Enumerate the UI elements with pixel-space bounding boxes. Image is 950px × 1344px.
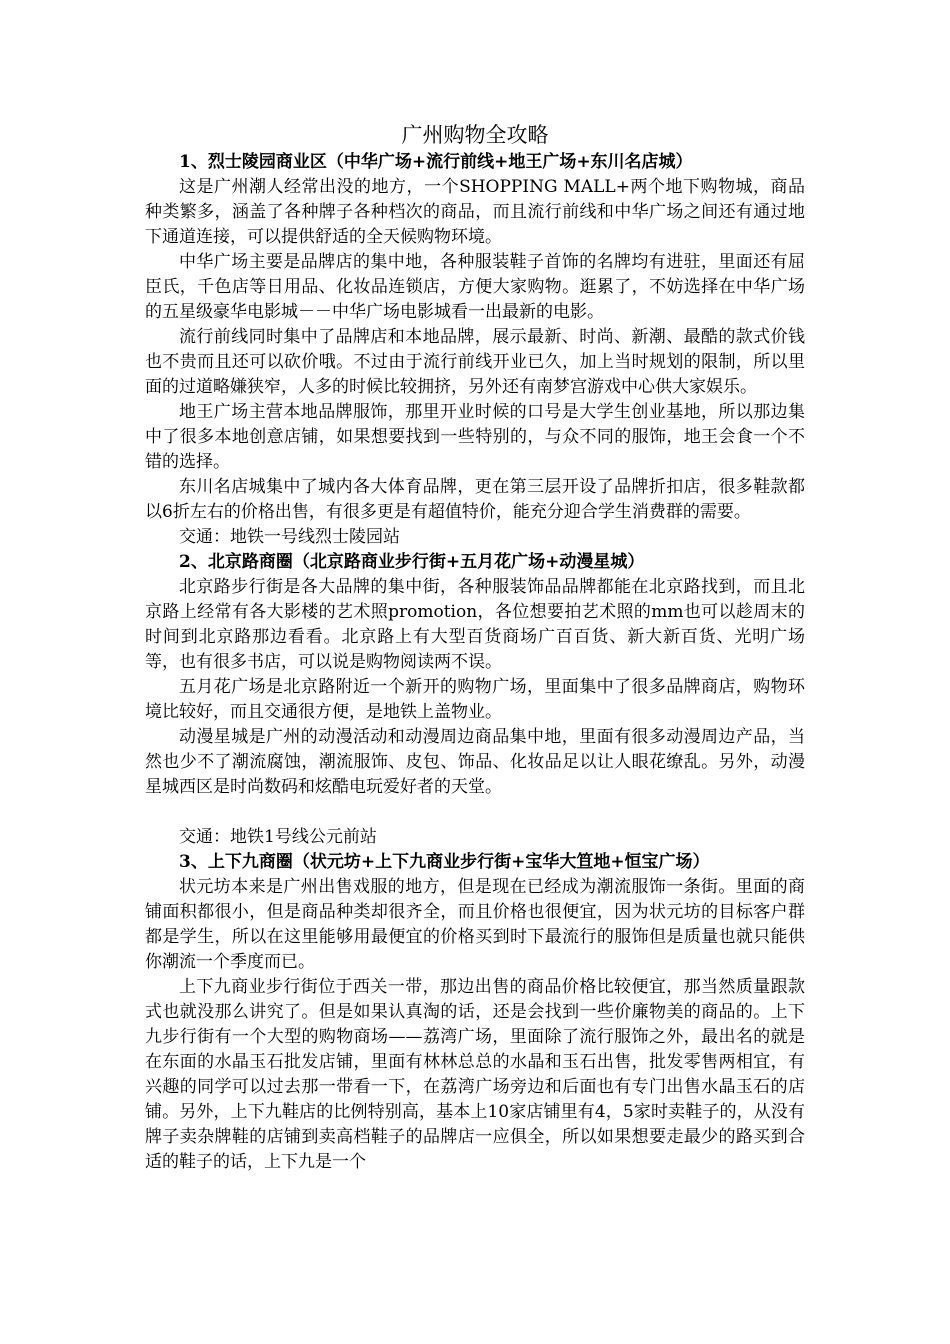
- section-heading-3: 3、上下九商圈（状元坊+上下九商业步行街+宝华大笪地+恒宝广场）: [179, 852, 710, 872]
- transit-info: 交通：地铁1号线公元前站: [179, 827, 377, 847]
- paragraph: 地王广场主营本地品牌服饰，那里开业时候的口号是大学生创业基地，所以那边集中了很多本地创意店铺，如果想要找到一些特别的，与众不同的服饰，地王会食一个不错的选择。: [145, 402, 805, 472]
- paragraph: 这是广州潮人经常出没的地方，一个SHOPPING MALL+两个地下购物城，商品种类繁多，涵盖了各种牌子各种档次的商品，而且流行前线和中华广场之间还有通过地下通道连接，可以提供舒适的全天候购物环境。: [145, 177, 805, 247]
- transit-info: 交通：地铁一号线烈士陵园站: [179, 527, 400, 547]
- paragraph: 中华广场主要是品牌店的集中地，各种服装鞋子首饰的名牌均有进驻，里面还有屈臣氏，千色店等日用品、化妆品连锁店，方便大家购物。逛累了，不妨选择在中华广场的五星级豪华电影城－－中华广场电影城看一出最新的电影。: [145, 252, 805, 322]
- section-heading-1: 1、烈士陵园商业区（中华广场+流行前线+地王广场+东川名店城）: [179, 152, 693, 172]
- paragraph: 五月花广场是北京路附近一个新开的购物广场，里面集中了很多品牌商店，购物环境比较好，而且交通很方便，是地铁上盖物业。: [145, 677, 805, 722]
- paragraph: 流行前线同时集中了品牌店和本地品牌，展示最新、时尚、新潮、最酷的款式价钱也不贵而且还可以砍价哦。不过由于流行前线开业已久，加上当时规划的限制，所以里面的过道略嫌狭窄，人多的时候比较拥挤，另外还有南梦宫游戏中心供大家娱乐。: [145, 327, 805, 397]
- section-heading-2: 2、北京路商圈（北京路商业步行街+五月花广场+动漫星城）: [179, 552, 645, 572]
- paragraph: 动漫星城是广州的动漫活动和动漫周边商品集中地，里面有很多动漫周边产品，当然也少不了潮流腐蚀，潮流服饰、皮包、饰品、化妆品足以让人眼花缭乱。另外，动漫星城西区是时尚数码和炫酷电玩爱好者的天堂。: [145, 727, 805, 797]
- document-title: 广州购物全攻略: [401, 123, 549, 147]
- paragraph: 状元坊本来是广州出售戏服的地方，但是现在已经成为潮流服饰一条街。里面的商铺面积都很小，但是商品种类却很齐全，而且价格也很便宜，因为状元坊的目标客户群都是学生，所以在这里能够用最便宜的价格买到时下最流行的服饰但是质量也就只能供你潮流一个季度而已。: [145, 877, 805, 972]
- paragraph: 上下九商业步行街位于西关一带，那边出售的商品价格比较便宜，那当然质量跟款式也就没那么讲究了。但是如果认真淘的话，还是会找到一些价廉物美的商品的。上下九步行街有一个大型的购物商场——荔湾广场，里面除了流行服饰之外，最出名的就是在东面的水晶玉石批发店铺，里面有林林总总的水晶和玉石出售，批发零售两相宜，有兴趣的同学可以过去那一带看一下，在荔湾广场旁边和后面也有专门出售水晶玉石的店铺。另外，上下九鞋店的比例特别高，基本上10家店铺里有4，5家时卖鞋子的，从没有牌子卖杂牌鞋的店铺到卖高档鞋子的品牌店一应俱全，所以如果想要走最少的路买到合适的鞋子的话，上下九是一个: [145, 977, 805, 1172]
- paragraph: 北京路步行街是各大品牌的集中街，各种服装饰品品牌都能在北京路找到，而且北京路上经常有各大影楼的艺术照promotion，各位想要拍艺术照的mm也可以趁周末的时间到北京路那边看看。北京路上有大型百货商场广百百货、新大新百货、光明广场等，也有很多书店，可以说是购物阅读两不误。: [145, 577, 805, 672]
- paragraph: 东川名店城集中了城内各大体育品牌，更在第三层开设了品牌折扣店，很多鞋款都以6折左右的价格出售，有很多更是有超值特价，能充分迎合学生消费群的需要。: [145, 477, 805, 522]
- blank-line: [145, 800, 805, 825]
- document-page: [145, 120, 805, 1175]
